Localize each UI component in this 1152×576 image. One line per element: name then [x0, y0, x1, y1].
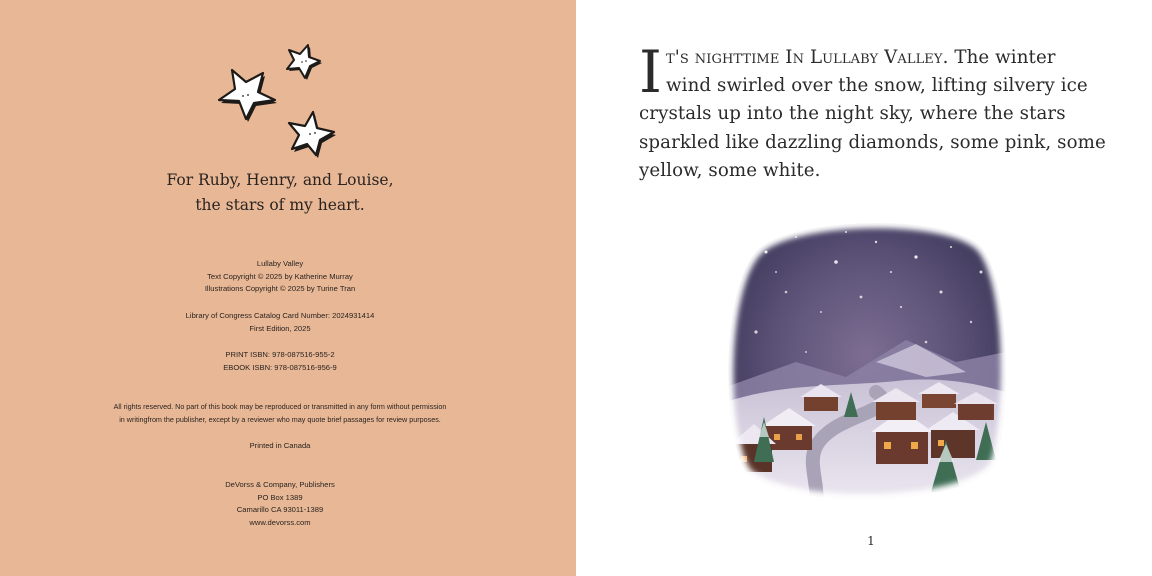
text-copyright: Text Copyright © 2025 by Katherine Murray — [207, 271, 353, 281]
copyright-block — [0, 258, 560, 296]
dedication-line: the stars of my heart. — [195, 196, 365, 214]
dedication — [0, 168, 560, 218]
story-line: crystals up into the night sky, where the stars — [639, 103, 1066, 125]
city: Camarillo CA 93011-1389 — [236, 505, 324, 514]
right-page — [576, 0, 1152, 576]
rights-line: in writingfrom the publisher, except by a reviewer who may quote brief passages for review purposes. — [119, 414, 441, 424]
opening-smallcaps: t's nighttime In Lullaby Valley. — [666, 47, 949, 68]
story-text — [639, 38, 1109, 185]
publisher-name: DeVorss & Company, Publishers — [225, 480, 335, 489]
isbn-block — [0, 349, 560, 374]
star-large-icon — [219, 70, 277, 122]
rights-line: All rights reserved. No part of this book may be reproduced or transmitted in any form without permission — [113, 402, 447, 411]
printed-in-text: Printed in Canada — [249, 441, 311, 450]
story-line: sparkled like dazzling diamonds, some pink, some — [639, 131, 1106, 153]
edition: First Edition, 2025 — [249, 323, 311, 333]
drop-cap: I — [639, 38, 663, 106]
printed-in — [0, 440, 560, 453]
page-number: 1 — [867, 534, 875, 548]
publisher-block — [0, 479, 560, 529]
catalog-block — [0, 310, 560, 335]
book-title: Lullaby Valley — [256, 259, 304, 268]
story-line: The winter — [948, 47, 1056, 68]
stars-illustration — [212, 40, 347, 165]
story-line: wind swirled over the snow, lifting silvery ice — [666, 75, 1088, 97]
dedication-line: For Ruby, Henry, and Louise, — [166, 171, 394, 189]
website: www.devorss.com — [249, 517, 311, 527]
story-line: yellow, some white. — [639, 159, 821, 181]
winter-village-illustration — [726, 212, 1006, 512]
po-box: PO Box 1389 — [257, 492, 303, 502]
ebook-isbn: EBOOK ISBN: 978-087516-956-9 — [223, 362, 337, 372]
star-small-icon — [287, 45, 322, 80]
loc-number: Library of Congress Catalog Card Number: 2024931414 — [185, 311, 375, 320]
illustrations-copyright: Illustrations Copyright © 2025 by Turine Tran — [204, 284, 356, 293]
star-medium-icon — [289, 112, 336, 158]
print-isbn: PRINT ISBN: 978-087516-955-2 — [225, 350, 335, 359]
rights-block — [0, 401, 560, 426]
